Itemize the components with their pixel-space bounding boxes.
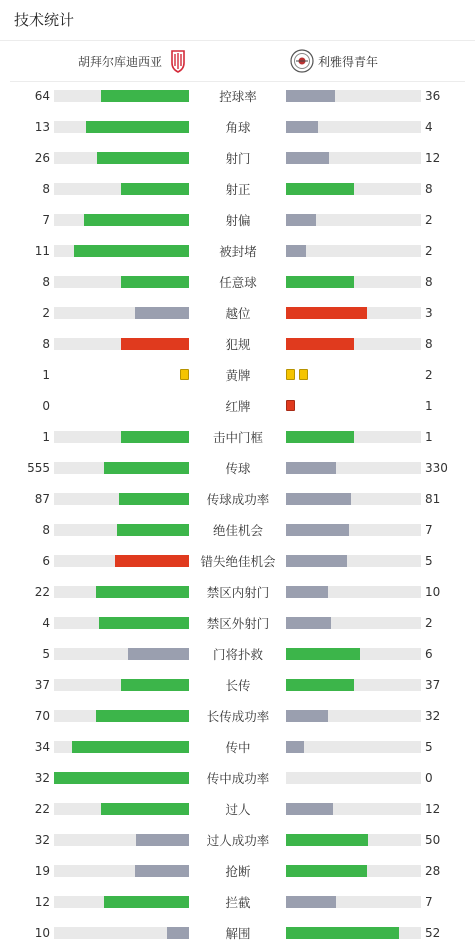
stat-label: 错失绝佳机会 (200, 554, 276, 569)
home-bar-track (54, 183, 189, 195)
home-value: 32 (34, 833, 50, 847)
away-bar-track (286, 865, 421, 877)
home-value: 5 (42, 647, 50, 661)
stat-label: 越位 (225, 306, 251, 321)
stat-label: 红牌 (225, 399, 251, 414)
stat-label: 射正 (225, 182, 251, 197)
away-bar-fill (286, 586, 328, 598)
home-value: 13 (34, 120, 50, 134)
stat-row (0, 360, 475, 391)
away-bar-fill (286, 741, 304, 753)
stat-row (0, 391, 475, 422)
away-bar-fill (286, 462, 336, 474)
home-bar-track (54, 617, 189, 629)
away-bar-track (286, 276, 421, 288)
stat-row (0, 670, 475, 701)
away-bar-track (286, 772, 421, 784)
stat-row (0, 887, 475, 918)
away-bar-fill (286, 90, 335, 102)
home-value: 8 (42, 275, 50, 289)
home-value: 11 (34, 244, 50, 258)
home-bar-track (54, 927, 189, 939)
stats-table (0, 81, 475, 949)
stat-label: 过人 (225, 802, 251, 817)
away-bar-track (286, 679, 421, 691)
away-bar-track (286, 493, 421, 505)
away-bar-fill (286, 276, 354, 288)
away-value: 8 (425, 182, 433, 196)
home-bar-fill (54, 772, 189, 784)
stat-row (0, 267, 475, 298)
away-value: 2 (425, 244, 433, 258)
home-bar-fill (121, 431, 189, 443)
away-bar-fill (286, 555, 347, 567)
away-value: 330 (425, 461, 448, 475)
stat-row (0, 918, 475, 949)
away-bar-fill (286, 617, 331, 629)
stat-row (0, 81, 475, 112)
stat-label: 射门 (225, 151, 251, 166)
home-value: 8 (42, 182, 50, 196)
home-bar-fill (104, 462, 189, 474)
away-bar-track (286, 431, 421, 443)
stat-row (0, 329, 475, 360)
stat-row (0, 763, 475, 794)
stat-label: 长传成功率 (206, 709, 270, 724)
stat-label: 禁区内射门 (206, 585, 270, 600)
stat-row (0, 546, 475, 577)
stat-row (0, 453, 475, 484)
home-value: 4 (42, 616, 50, 630)
away-value: 5 (425, 740, 433, 754)
home-value: 7 (42, 213, 50, 227)
stat-label: 射偏 (225, 213, 251, 228)
home-value: 64 (34, 89, 50, 103)
away-value: 7 (425, 895, 433, 909)
home-value: 19 (34, 864, 50, 878)
home-bar-track (54, 586, 189, 598)
page-title: 技术统计 (0, 0, 475, 41)
stat-label: 门将扑救 (212, 647, 263, 662)
home-bar-fill (86, 121, 189, 133)
away-bar-track (286, 183, 421, 195)
stat-label: 被封堵 (219, 244, 257, 259)
stat-row (0, 298, 475, 329)
stat-label: 抢断 (225, 864, 251, 879)
home-bar-track (54, 741, 189, 753)
home-bar-fill (84, 214, 189, 226)
away-bar-fill (286, 493, 351, 505)
home-bar-fill (97, 152, 189, 164)
home-bar-fill (96, 710, 189, 722)
away-value: 1 (425, 399, 433, 413)
away-value: 8 (425, 275, 433, 289)
home-bar-track (54, 834, 189, 846)
home-value: 22 (34, 585, 50, 599)
home-bar-fill (121, 338, 189, 350)
stat-row (0, 856, 475, 887)
home-bar-track (54, 493, 189, 505)
home-team[interactable] (78, 41, 186, 81)
home-value: 8 (42, 523, 50, 537)
home-value: 10 (34, 926, 50, 940)
away-value: 6 (425, 647, 433, 661)
away-bar-track (286, 710, 421, 722)
away-value: 4 (425, 120, 433, 134)
stat-row (0, 174, 475, 205)
away-bar-track (286, 927, 421, 939)
away-value: 81 (425, 492, 441, 506)
away-bar-fill (286, 803, 333, 815)
home-bar-fill (99, 617, 189, 629)
stat-label: 击中门框 (212, 430, 263, 445)
away-value: 3 (425, 306, 433, 320)
home-bar-fill (119, 493, 189, 505)
home-bar-track (54, 338, 189, 350)
home-bar-track (54, 555, 189, 567)
home-bar-fill (128, 648, 189, 660)
home-value: 26 (34, 151, 50, 165)
home-team-name: 胡拜尔库迪西亚 (78, 54, 163, 69)
home-value: 32 (34, 771, 50, 785)
home-bar-fill (104, 896, 189, 908)
away-bar-fill (286, 927, 399, 939)
away-value: 52 (425, 926, 441, 940)
away-value: 1 (425, 430, 433, 444)
home-bar-track (54, 431, 189, 443)
home-bar-track (54, 524, 189, 536)
away-bar-fill (286, 834, 368, 846)
away-bar-fill (286, 710, 328, 722)
home-bar-fill (96, 586, 189, 598)
home-value: 1 (42, 368, 50, 382)
home-bar-fill (121, 183, 189, 195)
stat-row (0, 422, 475, 453)
away-value: 2 (425, 616, 433, 630)
home-value: 34 (34, 740, 50, 754)
away-bar-track (286, 90, 421, 102)
away-bar-track (286, 617, 421, 629)
home-bar-fill (117, 524, 189, 536)
stat-row (0, 515, 475, 546)
yellow-card-icon (180, 369, 189, 380)
home-value: 0 (42, 399, 50, 413)
stat-row (0, 236, 475, 267)
away-bar-fill (286, 865, 367, 877)
stat-label: 禁区外射门 (206, 616, 270, 631)
stat-row (0, 732, 475, 763)
away-cards (286, 369, 308, 381)
stat-row (0, 112, 475, 143)
stat-row (0, 608, 475, 639)
home-value: 37 (34, 678, 50, 692)
stat-label: 控球率 (219, 89, 257, 104)
stat-row (0, 205, 475, 236)
stat-row (0, 143, 475, 174)
home-bar-track (54, 90, 189, 102)
stat-label: 解围 (225, 926, 251, 941)
away-value: 0 (425, 771, 433, 785)
away-value: 32 (425, 709, 441, 723)
home-bar-track (54, 462, 189, 474)
stat-label: 传球 (225, 461, 251, 476)
stat-label: 传球成功率 (206, 492, 270, 507)
home-value: 22 (34, 802, 50, 816)
away-bar-track (286, 462, 421, 474)
away-bar-fill (286, 183, 354, 195)
away-value: 12 (425, 151, 441, 165)
away-bar-fill (286, 648, 360, 660)
home-value: 87 (34, 492, 50, 506)
home-bar-track (54, 152, 189, 164)
stat-label: 过人成功率 (206, 833, 270, 848)
away-bar-fill (286, 152, 329, 164)
away-bar-track (286, 586, 421, 598)
away-bar-fill (286, 896, 336, 908)
stat-label: 传中成功率 (206, 771, 270, 786)
yellow-card-icon (299, 369, 308, 380)
home-bar-fill (74, 245, 189, 257)
away-team[interactable] (290, 41, 378, 81)
stat-row (0, 825, 475, 856)
home-bar-fill (72, 741, 189, 753)
yellow-card-icon (286, 369, 295, 380)
away-bar-track (286, 152, 421, 164)
away-bar-track (286, 896, 421, 908)
home-bar-fill (135, 307, 189, 319)
away-value: 36 (425, 89, 441, 103)
stat-label: 绝佳机会 (212, 523, 263, 538)
stat-label: 角球 (225, 120, 251, 135)
away-value: 12 (425, 802, 441, 816)
away-value: 8 (425, 337, 433, 351)
home-value: 555 (27, 461, 50, 475)
home-bar-fill (115, 555, 189, 567)
away-cards (286, 400, 295, 412)
away-bar-fill (286, 431, 354, 443)
stat-label: 黄牌 (225, 368, 251, 383)
stat-row (0, 577, 475, 608)
stat-label: 拦截 (225, 895, 251, 910)
away-bar-track (286, 214, 421, 226)
away-bar-track (286, 307, 421, 319)
home-bar-fill (121, 276, 189, 288)
stat-row (0, 484, 475, 515)
home-bar-track (54, 121, 189, 133)
away-value: 10 (425, 585, 441, 599)
home-bar-track (54, 896, 189, 908)
away-bar-fill (286, 679, 354, 691)
away-bar-fill (286, 121, 318, 133)
home-bar-fill (136, 834, 189, 846)
stat-row (0, 639, 475, 670)
home-bar-track (54, 276, 189, 288)
home-value: 1 (42, 430, 50, 444)
away-bar-track (286, 524, 421, 536)
away-bar-track (286, 741, 421, 753)
away-bar-track (286, 121, 421, 133)
away-bar-track (286, 648, 421, 660)
away-bar-fill (286, 307, 367, 319)
home-bar-track (54, 865, 189, 877)
home-bar-track (54, 710, 189, 722)
away-value: 28 (425, 864, 441, 878)
red-card-icon (286, 400, 295, 411)
home-bar-fill (135, 865, 189, 877)
away-bar-fill (286, 338, 354, 350)
away-bar-fill (286, 245, 306, 257)
away-bar-track (286, 555, 421, 567)
away-value: 37 (425, 678, 441, 692)
stat-label: 传中 (225, 740, 251, 755)
home-value: 12 (34, 895, 50, 909)
away-bar-fill (286, 524, 349, 536)
home-bar-fill (167, 927, 189, 939)
home-cards (180, 369, 189, 381)
home-bar-track (54, 307, 189, 319)
away-team-logo-icon (290, 49, 314, 73)
home-value: 6 (42, 554, 50, 568)
away-bar-fill (286, 214, 316, 226)
stat-label: 犯规 (225, 337, 251, 352)
away-bar-track (286, 834, 421, 846)
away-value: 7 (425, 523, 433, 537)
away-bar-track (286, 803, 421, 815)
home-value: 70 (34, 709, 50, 723)
home-bar-track (54, 803, 189, 815)
away-bar-track (286, 245, 421, 257)
away-team-name: 利雅得青年 (318, 54, 379, 69)
home-bar-fill (101, 90, 189, 102)
stat-row (0, 701, 475, 732)
home-bar-fill (101, 803, 189, 815)
stat-label: 长传 (225, 678, 251, 693)
home-bar-track (54, 648, 189, 660)
home-bar-track (54, 245, 189, 257)
home-bar-track (54, 679, 189, 691)
away-bar-track (286, 338, 421, 350)
stat-row (0, 794, 475, 825)
away-value: 2 (425, 368, 433, 382)
away-value: 5 (425, 554, 433, 568)
stat-label: 任意球 (219, 275, 257, 290)
home-value: 8 (42, 337, 50, 351)
home-bar-fill (121, 679, 189, 691)
teams-header (10, 41, 465, 82)
home-bar-track (54, 772, 189, 784)
away-value: 50 (425, 833, 441, 847)
home-value: 2 (42, 306, 50, 320)
home-team-logo-icon (170, 49, 186, 73)
away-value: 2 (425, 213, 433, 227)
home-bar-track (54, 214, 189, 226)
